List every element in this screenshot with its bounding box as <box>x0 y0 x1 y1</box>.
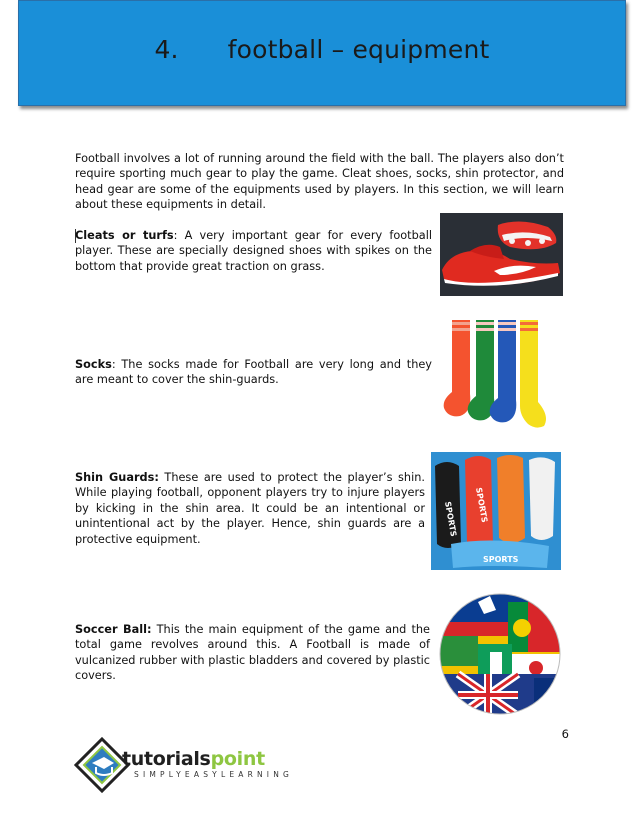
logo-wordmark <box>122 748 265 770</box>
separator: : <box>173 229 185 242</box>
shin-guards-image <box>431 452 561 570</box>
socks-description: The socks made for Football are very long and they are meant to cover the shin-guards. <box>75 358 432 387</box>
socks-paragraph <box>75 357 432 388</box>
red-cleat-shoe-image <box>440 213 563 296</box>
shin-guards-description: These are used to protect the player’s shin. While playing football, opponent players try to injure players by kicking in the shin area. It could be an intentional or unintentional act by the player. Hence, shin guards are a protective equipment. <box>75 471 425 546</box>
soccer-ball-term: Soccer Ball: <box>75 623 152 636</box>
shin-guard-label: SPORTS <box>483 555 519 564</box>
colored-socks-image <box>440 316 552 432</box>
chapter-title: 4. football – equipment <box>154 35 490 64</box>
tutorialspoint-logo <box>74 737 294 793</box>
soccer-ball-description: This the main equipment of the game and the total game revolves around this. A Football is made of vulcanized rubber with plastic bladders and covered by plastic covers. <box>75 623 430 683</box>
shin-guard-label: SPORTS <box>474 486 490 524</box>
shin-guard-label: SPORTS <box>443 500 459 538</box>
socks-term: Socks <box>75 358 112 371</box>
separator: : <box>111 358 122 371</box>
cleats-paragraph <box>75 228 432 274</box>
logo-tagline: SIMPLYEASYLEARNING <box>134 770 294 779</box>
logo-word-accent: point <box>210 748 265 770</box>
logo-word-main: tutorials <box>122 748 211 770</box>
shin-guards-paragraph <box>75 470 425 547</box>
soccer-ball-paragraph <box>75 622 430 684</box>
shin-guards-term: Shin Guards: <box>75 471 159 484</box>
chapter-banner <box>18 0 626 106</box>
cleats-term: Cleats or turfs <box>75 229 174 242</box>
cleats-description: A very important gear for every football player. These are specially designed shoes with spikes on the bottom that provide great traction on grass. <box>75 229 432 273</box>
page-number: 6 <box>561 727 569 741</box>
intro-paragraph: Football involves a lot of running around the field with the ball. The players also don’t require sporting much gear to play the game. Cleat shoes, socks, shin protector, and head gear are some of the equipments used by players. In this section, we will learn about these equipments in detail. <box>75 152 564 212</box>
flag-soccer-ball-image <box>438 592 562 716</box>
